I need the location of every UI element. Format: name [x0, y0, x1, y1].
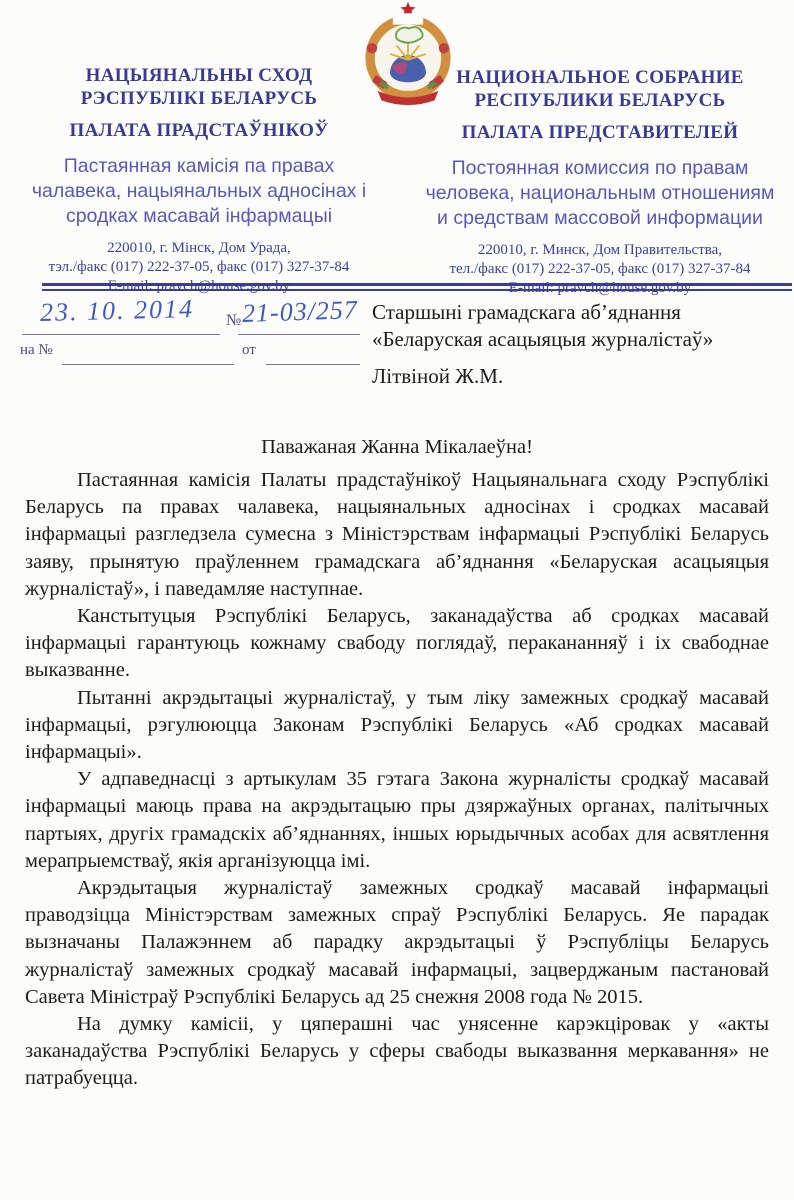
org-name-by	[28, 64, 370, 110]
body-paragraph: Акрэдытацыя журналістаў замежных сродкаў масавай інфармацыі праводзіцца Міністэрствам замежных спраў Рэспублікі Беларусь. Яе парадак вызначаны Палажэннем аб парадку акрэдытацыі ў Рэспубліцы Беларусь журналістаў замежных сродкаў масавай інфармацыі, зацверджаным пастановай Савета Міністраў Рэспублікі Беларусь ад 25 снежня 2008 года № 2015.	[25, 877, 769, 1008]
body-paragraph: Пастаянная камісія Палаты прадстаўнікоў Нацыянальнага сходу Рэспублікі Беларусь па правах чалавека, нацыянальных адносінах і сродках масавай інфармацыі разгледзела сумесна з Міністэрствам інфармацыі Рэспублікі Беларусь заяву, прынятую праўленнем грамадскага аб’яднання «Беларуская асацыяцыя журналістаў», і паведамляе наступнае.	[25, 469, 769, 600]
number-sign-label: №	[226, 312, 242, 329]
salutation: Паважаная Жанна Мікалаеўна!	[261, 436, 533, 458]
date-underline	[22, 334, 220, 335]
commission-name-ru: Постоянная комиссия по правам человека, национальным отношениям и средствам массовой информации	[425, 157, 775, 229]
reply-to-number-label: на №	[20, 342, 53, 358]
phone-by: тэл./факс (017) 222-37-05, факс (017) 327-37-84	[48, 259, 350, 275]
addressee-line2: «Беларуская асацыяцыя журналістаў»	[372, 327, 714, 351]
addressee-block	[372, 299, 788, 390]
body-paragraph: На думку камісіі, у цяперашні час унясенне карэкціровак у «акты заканадаўства Рэспублікі Беларусь у сферы свабоды выказвання меркавання» не патрабуецца.	[25, 1013, 769, 1090]
body-paragraph: Канстытуцыя Рэспублікі Беларусь, заканадаўства аб сродках масавай інфармацыі гарантуюць кожнаму свабоду поглядаў, перакананняў і іх свабоднае выказванне.	[25, 605, 769, 682]
commission-name-by: Пастаянная камісія па правах чалавека, нацыянальных адносінах і сродках масавай інфармацыі	[31, 155, 367, 227]
body-paragraph: Пытанні акрэдытацыі журналістаў, у тым ліку замежных сродкаў масавай інфармацыі, рэгулююцца Законам Рэспублікі Беларусь «Аб сродках масавай інфармацыі».	[25, 686, 769, 764]
org-name-by-line1: НАЦЫЯНАЛЬНЫ СХОД	[85, 65, 313, 86]
org-name-ru	[424, 66, 776, 112]
reply-to-number-underline	[62, 364, 234, 365]
email-by: E-mail: pravch@house.gov.by	[107, 278, 291, 294]
letterhead-left-column	[28, 64, 370, 296]
addressee-line3: Літвіной Ж.М.	[372, 364, 504, 388]
phone-ru: тел./факс (017) 222-37-05, факс (017) 327-37-84	[449, 261, 751, 277]
number-underline	[238, 334, 360, 335]
chamber-name-by: ПАЛАТА ПРАДСТАЎНІКОЎ	[69, 120, 329, 141]
org-name-ru-line1: НАЦИОНАЛЬНОЕ СОБРАНИЕ	[456, 67, 744, 88]
address-by: 220010, г. Мінск, Дом Урада,	[107, 240, 291, 256]
org-name-ru-line2: РЕСПУБЛИКИ БЕЛАРУСЬ	[474, 90, 726, 111]
letter-body	[25, 467, 769, 1093]
body-paragraph: У адпаведнасці з артыкулам 35 гэтага Закона журналісты сродкаў масавай інфармацыі маюць права на акрэдытацыю пры дзяржаўных органах, палітычных партыях, другіх грамадскіх аб’яднаннях, іншых юрыдычных асобах для асвятлення мерапрыемстваў, якія арганізуюцца імі.	[25, 768, 769, 872]
reply-to-date-label: от	[242, 342, 256, 358]
letterhead-separator-rule	[42, 283, 792, 291]
handwritten-date: 23. 10. 2014	[39, 293, 195, 328]
org-name-by-line2: РЭСПУБЛІКІ БЕЛАРУСЬ	[80, 88, 318, 109]
email-ru: E-mail: pravch@house.gov.by	[508, 280, 692, 296]
letterhead-right-column	[424, 66, 776, 298]
chamber-name-ru: ПАЛАТА ПРЕДСТАВИТЕЛЕЙ	[461, 122, 739, 143]
handwritten-outgoing-number: 21-03/257	[241, 294, 359, 329]
address-ru: 220010, г. Минск, Дом Правительства,	[477, 242, 723, 258]
addressee-line1: Старшыні грамадскага аб’яднання	[372, 300, 681, 324]
reply-to-date-underline	[266, 364, 360, 365]
